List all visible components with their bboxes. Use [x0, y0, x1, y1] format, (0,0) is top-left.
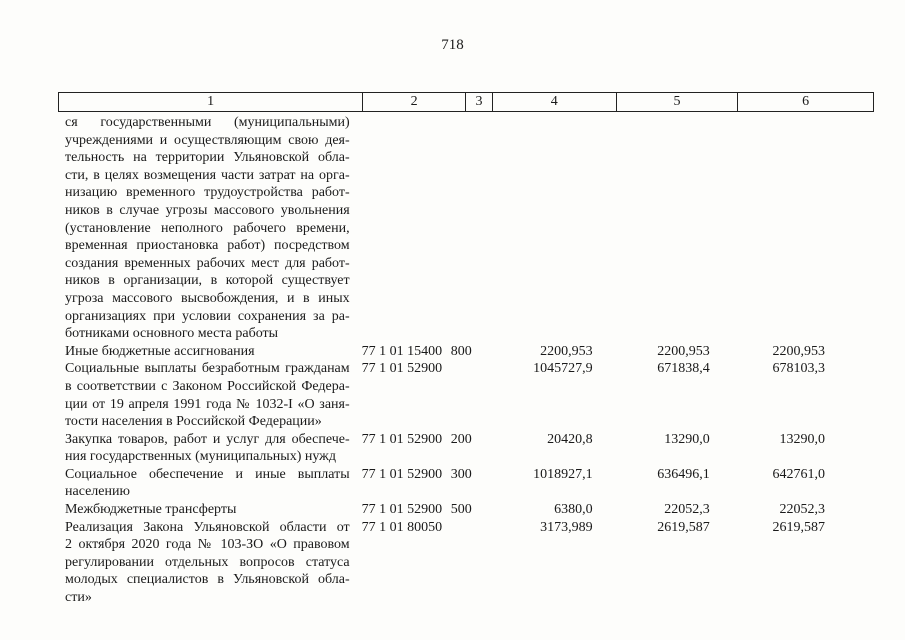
value-col-6: 642761,0 — [772, 466, 825, 482]
description-line: ния государственных (муниципальных) нужд — [65, 449, 336, 465]
row-description — [65, 501, 350, 519]
description-line: 2 октября 2020 года № 103-ЗО «О правовом — [65, 537, 350, 553]
description-line: регулировании отдельных вопросов статуса — [65, 554, 350, 570]
row-description — [65, 431, 350, 466]
description-line: Межбюджетные трансферты — [65, 502, 237, 518]
value-col-4: 20420,8 — [547, 431, 593, 447]
table-row — [65, 431, 825, 466]
expense-type — [451, 360, 485, 430]
row-description — [65, 343, 350, 361]
table-row — [65, 114, 825, 343]
header-col-4: 4 — [493, 93, 617, 111]
value-col-5: 2619,587 — [657, 519, 710, 535]
expense-type: 200 — [450, 431, 472, 447]
header-col-6: 6 — [802, 94, 810, 109]
value-col-5: 22052,3 — [664, 502, 710, 518]
value-col-6: 678103,3 — [772, 361, 825, 377]
value-col-4: 6380,0 — [554, 502, 593, 518]
expense-type: 800 — [450, 343, 472, 359]
budget-code: 77 1 01 15400 — [361, 343, 443, 359]
budget-code: 77 1 01 52900 — [361, 466, 443, 482]
page-number: 718 — [441, 37, 464, 53]
description-line: населению — [65, 484, 130, 500]
description-line: Закупка товаров, работ и услуг для обеспече- — [65, 431, 350, 447]
description-line: тости населения в Российской Федерации» — [65, 414, 322, 430]
description-line: Иные бюджетные ассигнования — [65, 343, 255, 359]
description-line: ции от 19 апреля 1991 года № 1032-I «О заня- — [65, 396, 350, 412]
description-line: Социальные выплаты безработным гражданам — [65, 361, 350, 377]
table-body — [65, 114, 825, 607]
description-line: в соответствии с Законом Российской Федера- — [65, 378, 350, 394]
row-description — [65, 466, 350, 501]
expense-type — [451, 114, 485, 343]
description-line: ся государственными (муниципальными) — [65, 115, 350, 130]
budget-code: 77 1 01 52900 — [361, 431, 443, 447]
description-line: (установление неполного рабочего времени, — [65, 220, 350, 236]
description-line: ников в случае угрозы массового увольнения — [65, 202, 350, 218]
value-col-6: 2200,953 — [772, 343, 825, 359]
row-description — [65, 519, 350, 607]
description-line: ботниками основного места работы — [65, 326, 279, 342]
header-col-1: 1 — [59, 93, 363, 111]
budget-code: 77 1 01 52900 — [361, 361, 443, 377]
value-col-5: 636496,1 — [657, 466, 710, 482]
value-col-6 — [710, 114, 825, 343]
description-line: временная приостановка работ) посредством — [65, 238, 350, 254]
table-row — [65, 519, 825, 607]
table-row — [65, 343, 825, 361]
description-line: организациях при условии сохранения за ра- — [65, 308, 350, 324]
table-row — [65, 360, 825, 430]
value-col-5 — [593, 114, 710, 343]
description-line: Реализация Закона Ульяновской области от — [65, 519, 350, 535]
value-col-4 — [473, 114, 593, 343]
row-description — [65, 360, 350, 430]
expense-type — [451, 519, 485, 607]
header-col-2: 2 — [363, 93, 466, 111]
value-col-4: 2200,953 — [540, 343, 593, 359]
row-description — [65, 114, 350, 343]
header-col-5: 5 — [617, 93, 739, 111]
table-row — [65, 466, 825, 501]
value-col-6: 13290,0 — [779, 431, 825, 447]
description-line: Социальное обеспечение и иные выплаты — [65, 466, 350, 482]
value-col-6: 22052,3 — [779, 502, 825, 518]
description-line: сти» — [65, 590, 92, 606]
budget-code: 77 1 01 80050 — [361, 519, 443, 535]
expense-type: 500 — [450, 502, 472, 518]
budget-code: 77 1 01 52900 — [361, 502, 443, 518]
description-line: молодых специалистов в Ульяновской обла- — [65, 572, 350, 588]
table-row — [65, 501, 825, 519]
header-col-3: 3 — [466, 93, 493, 111]
value-col-4: 3173,989 — [540, 519, 593, 535]
value-col-4: 1045727,9 — [533, 361, 593, 377]
description-line: угроза массового высвобождения, и в иных — [65, 290, 350, 306]
value-col-5: 13290,0 — [664, 431, 710, 447]
description-line: низацию временного трудоустройства работ- — [65, 185, 350, 201]
expense-type: 300 — [450, 466, 472, 482]
description-line: ников в организации, в которой существует — [65, 273, 350, 289]
budget-code — [362, 114, 451, 343]
description-line: учреждениями и осуществляющим свою дея- — [65, 132, 350, 148]
description-line: тельность на территории Ульяновской обла- — [65, 150, 350, 166]
description-line: сти, в целях возмещения части затрат на орга- — [65, 167, 350, 183]
value-col-4: 1018927,1 — [533, 466, 593, 482]
value-col-5: 671838,4 — [657, 361, 710, 377]
value-col-5: 2200,953 — [657, 343, 710, 359]
value-col-6: 2619,587 — [772, 519, 825, 535]
table-header — [58, 92, 874, 112]
description-line: создания временных рабочих мест для работ- — [65, 255, 350, 271]
